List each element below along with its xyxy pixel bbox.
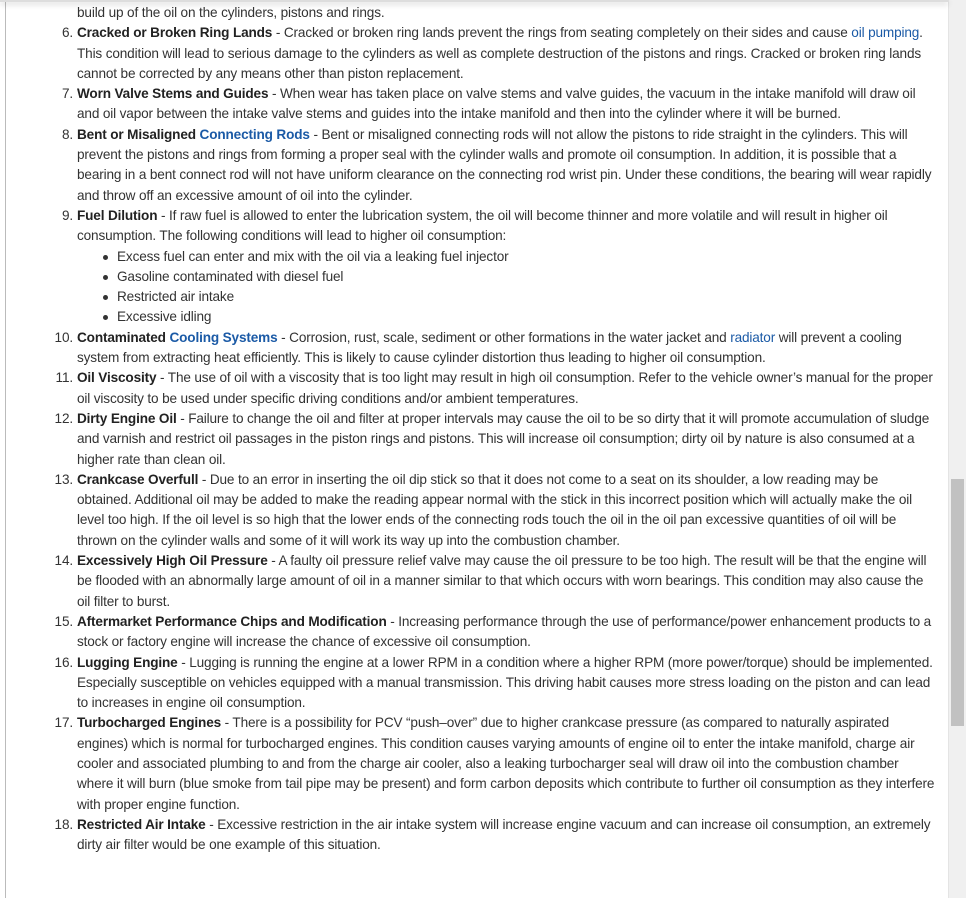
header-shadow [0, 0, 948, 2]
oil-consumption-causes-list [54, 23, 935, 855]
item-text: will prevent a cooling system from extracting heat efficiently. This is likely to cause cylinder distortion thus leading to higher oil consumption. [77, 329, 902, 366]
sub-list-item: Gasoline contaminated with diesel fuel [117, 267, 935, 287]
item-number: 11. [55, 370, 73, 386]
item-text: - Bent or misaligned connecting rods will not allow the pistons to ride straight in the cylinders. This will prevent the pistons and rings from forming a proper seal with the cylinder walls and promote oil consumption. In addition, it is possible that a bearing in a bent connect rod will not have uniform clearance on the connecting rod wrist pin. Under these conditions, the bearing will wear rapidly and throw off an excessive amount of oil into the cylinder. [77, 126, 932, 203]
list-item [54, 815, 935, 856]
item-number: 10. [54, 329, 73, 345]
inline-link[interactable]: Connecting Rods [199, 126, 310, 142]
item-text: - A faulty oil pressure relief valve may cause the oil pressure to be too high. The result will be that the engine will be flooded with an abnormally large amount of oil in a manner similar to that which occurs with worn bearings. This condition may also cause the oil filter to burst. [77, 553, 927, 609]
item-text: - Excessive restriction in the air intake system will increase engine vacuum and can increase oil consumption, an extremely dirty air filter would be one example of this situation. [77, 816, 931, 853]
item-text: - Lugging is running the engine at a lower RPM in a condition where a higher RPM (more power/torque) should be implemented. Especially susceptible on vehicles equipped with a manual transmission. This driving habit causes more stress loading on the piston and can lead to increases in engine oil consumption. [77, 654, 933, 711]
intro-tail-text: build up of the oil on the cylinders, pistons and rings. [77, 5, 385, 20]
item-number: 6. [61, 25, 73, 41]
item-title: Crankcase Overfull [77, 471, 199, 487]
item-title: Worn Valve Stems and Guides [77, 86, 269, 102]
list-item [54, 470, 935, 551]
item-text: . This condition will lead to serious damage to the cylinders as well as complete destruction of the pistons and rings. Cracked or broken ring lands cannot be corrected by any means other than piston replacement. [77, 25, 923, 81]
item-title: Fuel Dilution [77, 207, 158, 223]
item-number: 12. [54, 410, 73, 426]
item-text: - If raw fuel is allowed to enter the lubrication system, the oil will become thinner and more volatile and will result in higher oil consumption. The following conditions will lead to higher oil consumption: [77, 207, 888, 244]
item-text: - When wear has taken place on valve stems and valve guides, the vacuum in the intake manifold will draw oil and oil vapor between the intake valve stems and guides into the intake manifold and then into the cylinder where it will be burned. [77, 86, 916, 122]
item-number: 14. [54, 553, 73, 569]
sub-list [77, 247, 935, 328]
item-number: 9. [61, 207, 73, 223]
item-number: 16. [54, 654, 73, 670]
item-title: Excessively High Oil Pressure [77, 553, 268, 569]
item-number: 13. [54, 471, 73, 487]
scrollbar-thumb[interactable] [951, 479, 964, 726]
item-text: - Due to an error in inserting the oil dip stick so that it does not come to a seat on its shoulder, a low reading may be obtained. Additional oil may be added to make the reading appear normal with the stick in this incorrect position which will actually make the oil level too high. If the oil level is so high that the lower ends of the connecting rods touch the oil in the oil pan excessive quantities of oil will be thrown on the cylinder walls and some of it will work its way up into the combustion chamber. [77, 471, 912, 548]
item-title: Lugging Engine [77, 654, 178, 670]
sub-list-item: Excessive idling [117, 307, 935, 327]
list-item [61, 23, 935, 84]
list-item [54, 551, 935, 612]
item-text: - There is a possibility for PCV “push–over” due to higher crankcase pressure (as compared to naturally aspirated engines) which is normal for turbocharged engines. This condition causes varying amounts of engine oil to enter the intake manifold, charge air cooler and associated plumbing to and from the charge air cooler, also a leaking turbocharger seal will draw oil into the combustion chamber where it will burn (blue smoke from tail pipe may be present) and form carbon deposits which contribute to further oil consumption as they interfere with proper engine function. [77, 715, 935, 812]
article-content [54, 3, 935, 855]
inline-link[interactable]: Cooling Systems [169, 329, 278, 345]
list-item [54, 653, 935, 714]
item-number: 15. [54, 613, 73, 629]
item-title: Aftermarket Performance Chips and Modification [77, 613, 387, 629]
item-text: - Corrosion, rust, scale, sediment or other formations in the water jacket and [277, 329, 731, 345]
item-title: Oil Viscosity [77, 370, 157, 386]
item-number: 8. [61, 126, 73, 142]
list-item [54, 713, 935, 814]
inline-link[interactable]: radiator [730, 329, 776, 345]
item-title: Cracked or Broken Ring Lands [77, 25, 273, 41]
left-border [5, 0, 6, 898]
list-item [55, 368, 935, 409]
sub-list-item: Restricted air intake [117, 287, 935, 307]
item-text: - Increasing performance through the use of performance/power enhancement products to a stock or factory engine will increase the chance of excessive oil consumption. [77, 613, 932, 650]
inline-link[interactable]: oil pumping [851, 25, 920, 41]
item-title: Bent or Misaligned [77, 126, 200, 142]
item-title: Turbocharged Engines [77, 715, 222, 731]
item-number: 17. [54, 715, 73, 731]
list-item [54, 612, 935, 653]
item-text: - Failure to change the oil and filter at proper intervals may cause the oil to be so dirty that it will promote accumulation of sludge and varnish and restrict oil passages in the piston rings and pistons. This will increase oil consumption; dirty oil by nature is also consumed at a higher rate than clean oil. [77, 410, 930, 467]
item-text: - The use of oil with a viscosity that is too light may result in high oil consumption. Refer to the vehicle owner’s manual for the proper oil viscosity to be used under specific driving conditions and/or ambient temperatures. [77, 370, 933, 406]
item-number: 7. [61, 86, 73, 102]
list-item [61, 125, 935, 206]
item-title: Restricted Air Intake [77, 816, 206, 832]
list-item [54, 328, 935, 369]
list-item [61, 84, 935, 125]
item-title: Dirty Engine Oil [77, 410, 177, 426]
list-item [61, 206, 935, 328]
item-title: Contaminated [77, 329, 170, 345]
sub-list-item: Excess fuel can enter and mix with the oil via a leaking fuel injector [117, 247, 935, 267]
list-item [54, 409, 935, 470]
scrollbar[interactable] [948, 0, 966, 898]
item-text: - Cracked or broken ring lands prevent the rings from seating completely on their sides and cause [272, 25, 852, 41]
item-number: 18. [54, 816, 73, 832]
